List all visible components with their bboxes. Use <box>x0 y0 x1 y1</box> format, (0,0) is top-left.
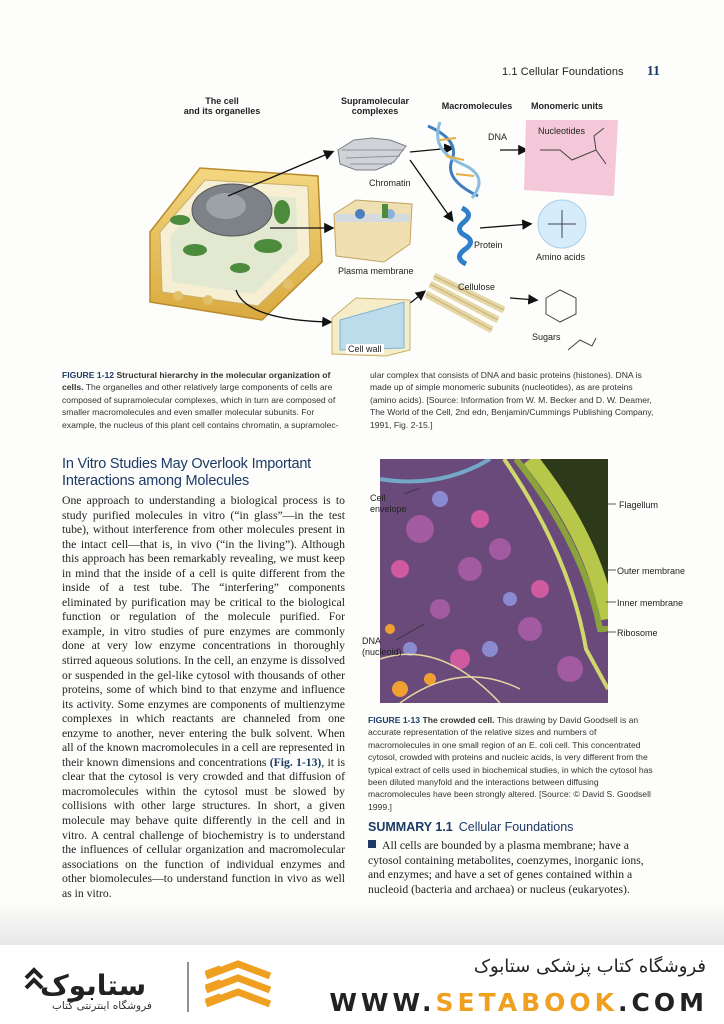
shop-name: فروشگاه کتاب پزشکی ستابوک <box>473 956 706 977</box>
scan-shadow <box>0 900 724 945</box>
figure-1-13-illustration <box>380 459 608 703</box>
summary-item-text: All cells are bounded by a plasma membrane; have a cytosol containing metabolites, coenzymes, inorganic ions, and enzymes; and have a set of genes contained within a nucleoid (bacteria and archaea) or nucleus (eukaryotes). <box>368 839 644 896</box>
label-outer-membrane: Outer membrane <box>617 566 686 576</box>
summary-title-text: Cellular Foundations <box>458 820 574 834</box>
chromatin-drawing <box>338 138 406 170</box>
figure-1-12-caption-right: ular complex that consists of DNA and basic proteins (histones). DNA is made up of simple monomeric subunits (nucleotides), as are proteins (amino acids). [Source: Information from W. M. Becker and D. W. Deamer, The World of the Cell, 2nd edn, Benjamin/Cummings Publishing Company, 1991, Fig. 2-15.] <box>370 370 654 430</box>
label-inner-membrane: Inner membrane <box>617 598 684 608</box>
figure-1-13-caption <box>368 714 659 813</box>
caption-13-text: This drawing by David Goodsell is an accurate representation of the relative sizes and numbers of macromolecules in one small region of an E. coli cell. This concentrated cytosol, crowded with proteins and nucleic acids, is very different from the typical extract of cells used in biochemical studies, in which the cytosol has been diluted manyfold and the interactions between diffusing macromolecules have been strongly altered. [Source: © David S. Goodsell 1999.] <box>368 715 653 812</box>
plasma-membrane-drawing <box>334 200 412 262</box>
label-nucleotides: Nucleotides <box>538 126 586 136</box>
square-bullet-icon <box>368 840 376 848</box>
header-monomeric: Monomeric units <box>530 101 603 111</box>
logo-subtitle: فروشگاه اینترنتی کتاب <box>52 1000 152 1012</box>
url-highlight: SETABOOK <box>435 988 619 1017</box>
amino-acid-drawing <box>538 200 586 248</box>
label-plasma-membrane: Plasma membrane <box>338 266 414 276</box>
plant-cell-drawing <box>150 168 322 320</box>
label-cellulose: Cellulose <box>458 282 496 292</box>
figure-reference-link[interactable]: (Fig. 1-13) <box>269 755 322 769</box>
label-cell-envelope: Cell envelope <box>370 493 407 514</box>
summary-item <box>368 839 660 897</box>
book-stack-icon <box>200 950 280 1020</box>
label-ribosome: Ribosome <box>617 628 658 638</box>
logo-text: ستابوک <box>40 969 147 1002</box>
url-suffix: .COM <box>618 988 708 1017</box>
caption-13-label: FIGURE 1-13 <box>368 715 421 725</box>
url-prefix: WWW. <box>329 988 436 1017</box>
caption-13-title: The crowded cell. <box>422 715 495 725</box>
running-head-section: 1.1 Cellular Foundations <box>502 66 624 78</box>
protein-drawing <box>459 208 470 264</box>
dna-drawing <box>428 122 479 198</box>
label-dna: DNA <box>488 132 508 142</box>
page-number: 11 <box>646 64 660 79</box>
caption-text: The organelles and other relatively large components of cells are composed of supramolecular complexes, which in turn are composed of smaller macromolecules and even smaller molecular subunits. For example, the nucleus of this plant cell contains chromatin, a supramolec- <box>62 382 339 430</box>
shop-url-link[interactable] <box>329 988 708 1017</box>
caption-label: FIGURE 1-12 <box>62 370 115 380</box>
body-paragraph <box>62 494 345 901</box>
header-cell: The cell and its organelles <box>183 96 261 116</box>
label-cell-wall: Cell wall <box>348 344 382 354</box>
header-macromolecules: Macromolecules <box>441 101 513 111</box>
summary-heading <box>368 820 573 834</box>
body-text-a: One approach to understanding a biological process is to study purified molecules in vitro (“in glass”—in the test tube), without interference from other molecules present in the intact cell—that is, in vivo (“in the living”). Although this approach has been remarkably revealing, we must keep in mind that the inside of a cell is quite different from the inside of a test tube. The “interfering” components eliminated by purification may be critical to the biological function or regulation of the molecule purified. For example, in vitro studies of pure enzymes are commonly done at very low enzyme concentrations in thoroughly stirred aqueous solutions. In the cell, an enzyme is dissolved or suspended in the gel-like cytosol with thousands of other proteins, some of which bind to that enzyme and influence its activity. Some enzymes are components of multienzyme complexes in which reactants are channeled from one enzyme to another, never entering the bulk solvent. When all of the known macromolecules in a cell are represented in their known dimensions and concentrations <box>62 494 345 769</box>
summary-label: SUMMARY 1.1 <box>368 820 453 834</box>
label-amino-acids: Amino acids <box>536 252 586 262</box>
label-sugars: Sugars <box>532 332 561 342</box>
label-flagellum: Flagellum <box>619 500 659 510</box>
figure-1-12-illustration <box>0 0 724 370</box>
body-text-b: , it is clear that the cytosol is very crowded and that diffusion of macromolecules within the cytosol must be slowed by collisions with other large structures. In short, a given molecule may behave quite differently in the cell and in vitro. A central challenge of biochemistry is to understand the influences of cellular organization and macromolecular associations on the function of individual enzymes and other biomolecules—to understand function in vivo as well as in vitro. <box>62 755 346 900</box>
label-chromatin: Chromatin <box>369 178 411 188</box>
header-supramolecular: Supramolecular complexes <box>340 96 410 116</box>
figure-1-12-caption-left <box>62 369 346 431</box>
label-protein: Protein <box>474 240 503 250</box>
section-heading: In Vitro Studies May Overlook Important Interactions among Molecules <box>62 456 312 489</box>
label-dna-nucleoid: DNA (nucleoid) <box>362 636 402 657</box>
caption-title: Structural hierarchy in the molecular organization of cells. <box>62 370 331 393</box>
